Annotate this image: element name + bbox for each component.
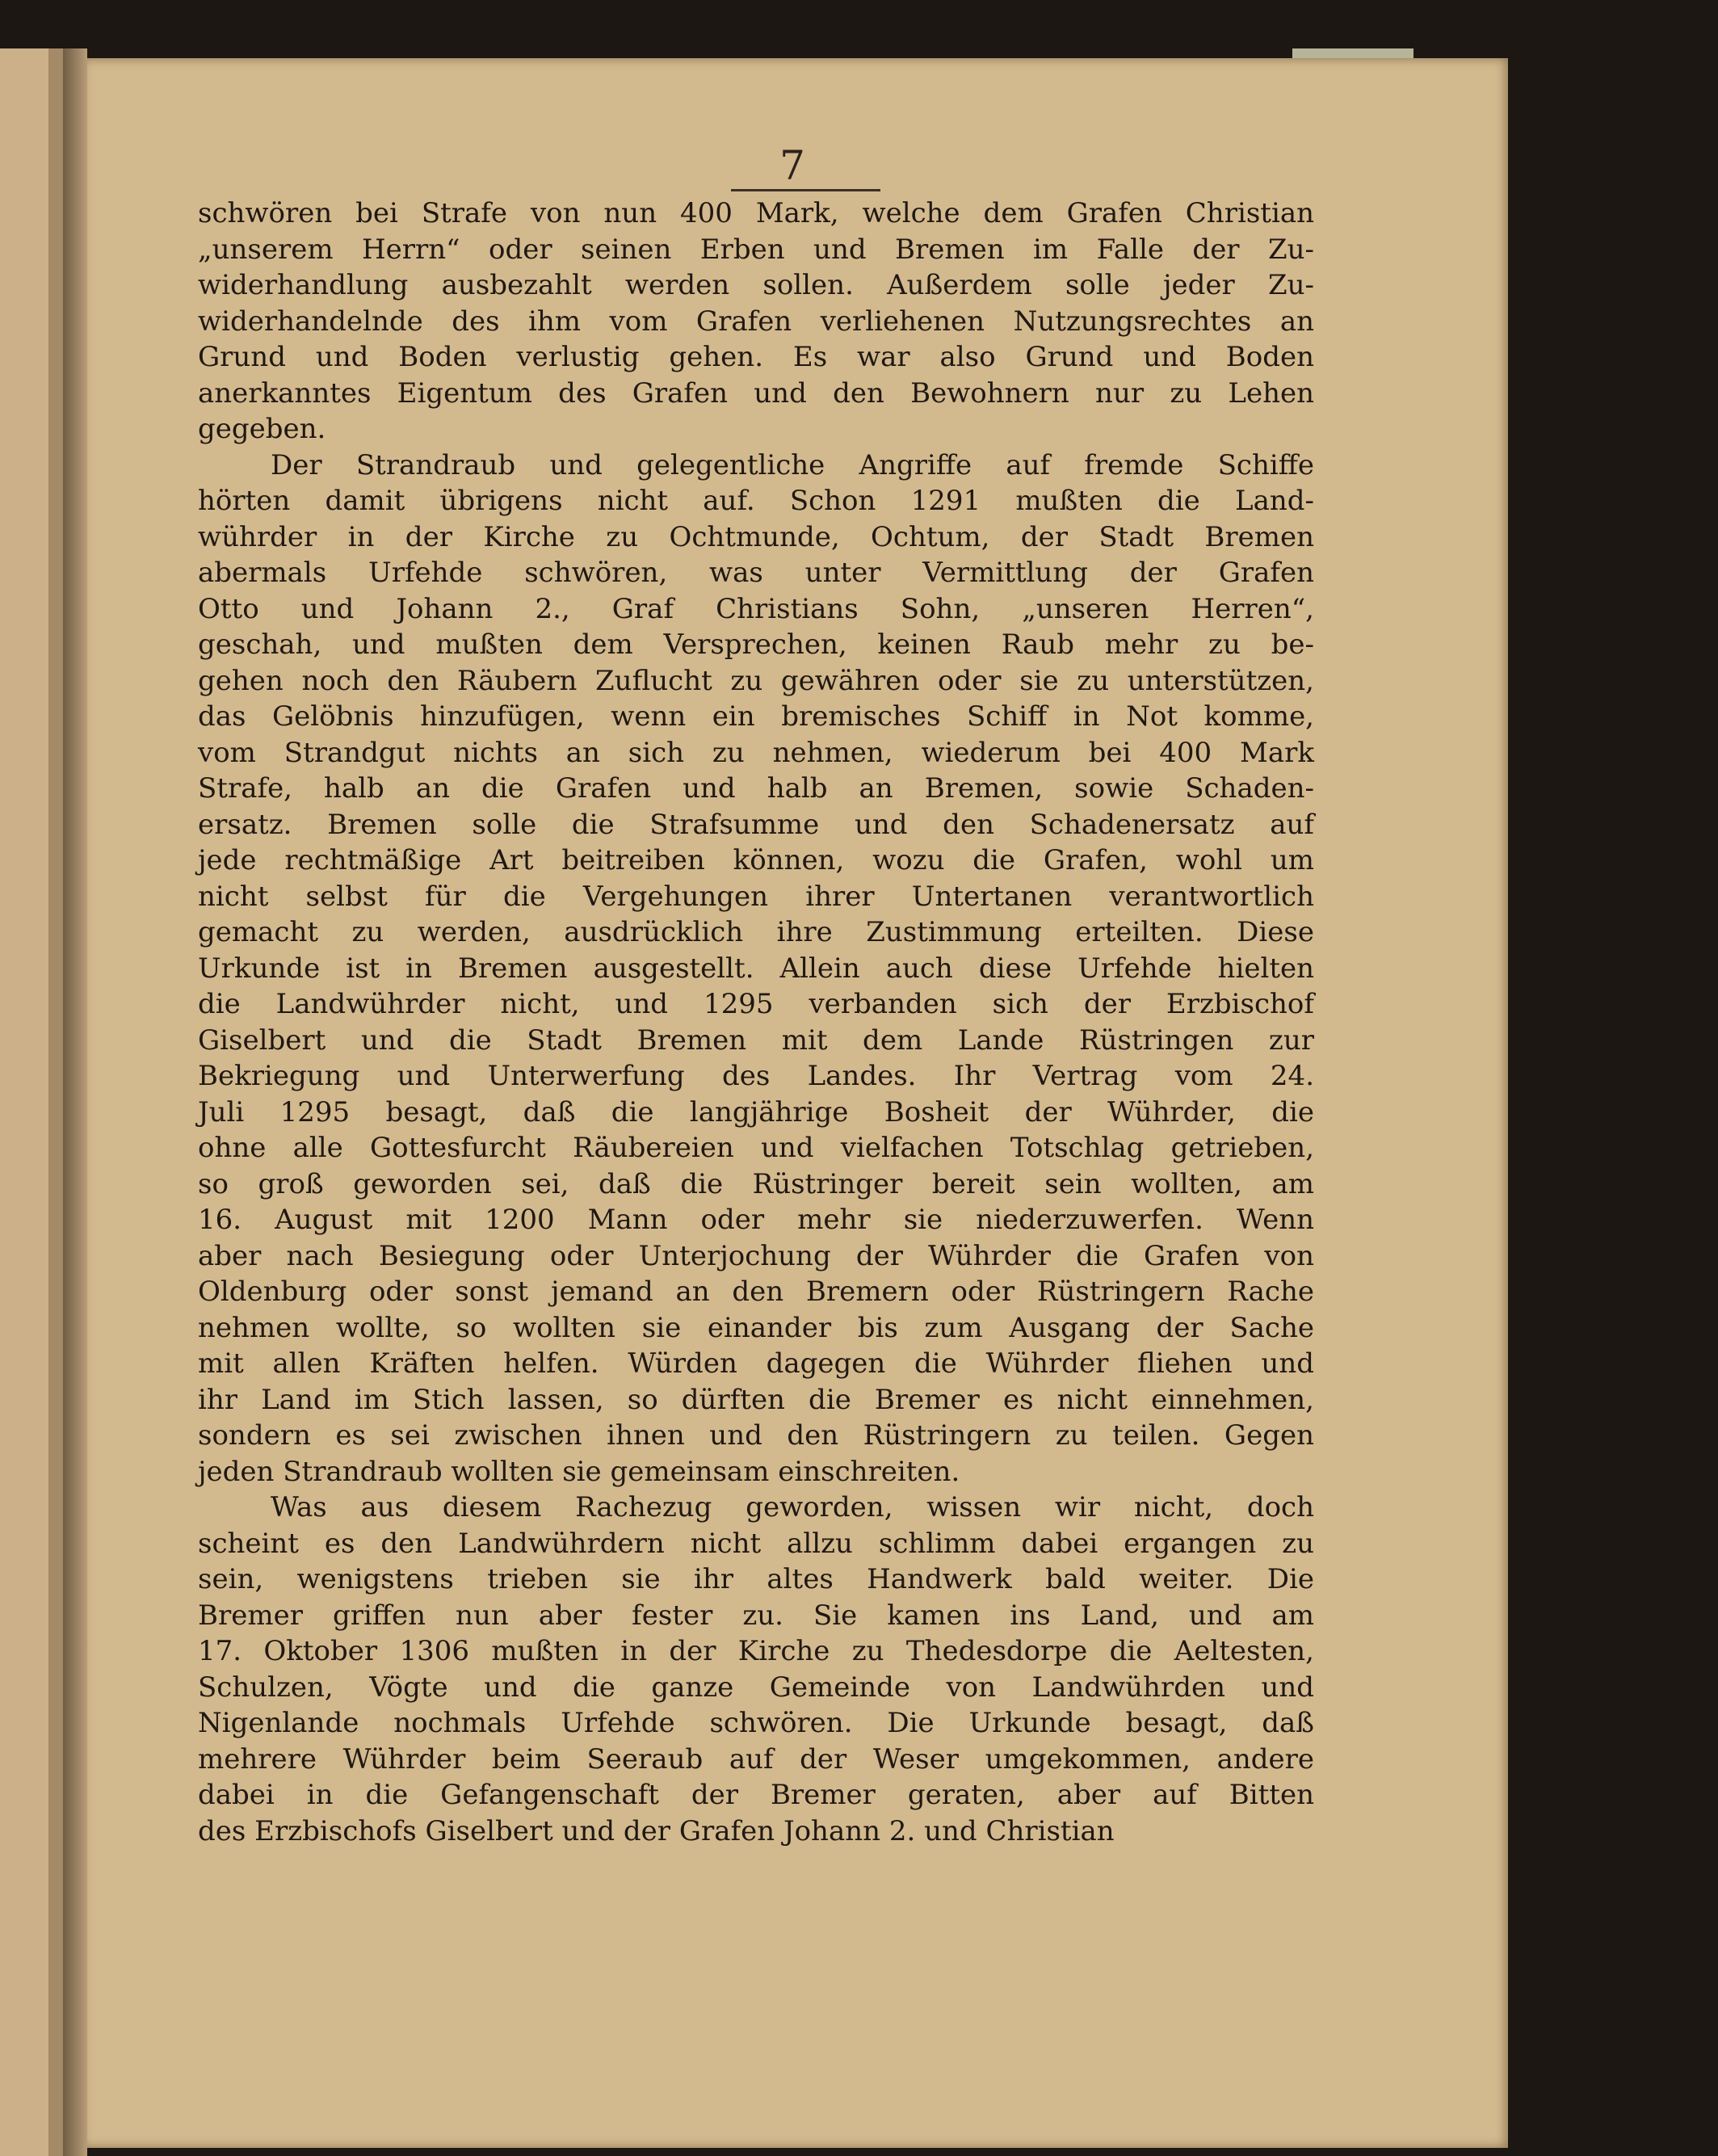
text-line: mehrere Wührder beim Seeraub auf der Weser umgekommen, andere: [198, 1742, 1314, 1776]
text-line: anerkanntes Eigentum des Grafen und den Bewohnern nur zu Lehen: [198, 376, 1314, 410]
text-line: ersatz. Bremen solle die Strafsumme und den Schadenersatz auf: [198, 808, 1314, 841]
text-line: Juli 1295 besagt, daß die langjährige Bosheit der Wührder, die: [198, 1095, 1314, 1128]
text-line: aber nach Besiegung oder Unterjochung der Wührder die Grafen von: [198, 1239, 1314, 1272]
text-line: Strafe, halb an die Grafen und halb an Bremen, sowie Schaden-: [198, 772, 1314, 805]
book-cover-edge: [48, 48, 65, 2156]
text-line: die Landwührder nicht, und 1295 verbanden sich der Erzbischof: [198, 988, 1314, 1020]
page-number-rule: [731, 189, 880, 191]
text-line: ohne alle Gottesfurcht Räubereien und vielfachen Totschlag getrieben,: [198, 1132, 1314, 1164]
text-line: widerhandelnde des ihm vom Grafen verliehenen Nutzungsrechtes an: [198, 305, 1314, 338]
text-line: nicht selbst für die Vergehungen ihrer Untertanen verantwortlich: [198, 880, 1314, 913]
gutter-shadow: [63, 48, 87, 2156]
body-text: [198, 195, 1314, 1849]
text-line: Was aus diesem Rachezug geworden, wissen wir nicht, doch: [271, 1491, 1314, 1523]
text-line: 16. August mit 1200 Mann oder mehr sie niederzuwerfen. Wenn: [198, 1204, 1314, 1236]
text-line: das Gelöbnis hinzufügen, wenn ein bremisches Schiff in Not komme,: [198, 700, 1314, 733]
text-line: gehen noch den Räubern Zuflucht zu gewähren oder sie zu unterstützen,: [198, 664, 1314, 697]
text-line: Grund und Boden verlustig gehen. Es war also Grund und Boden: [198, 341, 1314, 373]
text-line: geschah, und mußten dem Versprechen, keinen Raub mehr zu be-: [198, 628, 1314, 661]
text-line: gegeben.: [198, 413, 326, 445]
text-line: jede rechtmäßige Art beitreiben können, wozu die Grafen, wohl um: [198, 844, 1314, 876]
text-line: dabei in die Gefangenschaft der Bremer geraten, aber auf Bitten: [198, 1779, 1314, 1811]
text-line: sein, wenigstens trieben sie ihr altes Handwerk bald weiter. Die: [198, 1563, 1314, 1595]
text-line: Bekriegung und Unterwerfung des Landes. Ihr Vertrag vom 24.: [198, 1060, 1314, 1092]
text-line: vom Strandgut nichts an sich zu nehmen, wiederum bei 400 Mark: [198, 736, 1314, 769]
page-number: 7: [779, 142, 805, 189]
text-line: jeden Strandraub wollten sie gemeinsam einschreiten.: [198, 1455, 960, 1488]
text-line: so groß geworden sei, daß die Rüstringer bereit sein wollten, am: [198, 1167, 1314, 1200]
text-line: abermals Urfehde schwören, was unter Vermittlung der Grafen: [198, 557, 1314, 589]
text-line: ihr Land im Stich lassen, so dürften die Bremer es nicht einnehmen,: [198, 1383, 1314, 1416]
text-line: Nigenlande nochmals Urfehde schwören. Die Urkunde besagt, daß: [198, 1707, 1314, 1739]
text-line: Oldenburg oder sonst jemand an den Bremern oder Rüstringern Rache: [198, 1276, 1314, 1308]
text-line: widerhandlung ausbezahlt werden sollen. Außerdem solle jeder Zu-: [198, 269, 1314, 301]
text-line: wührder in der Kirche zu Ochtmunde, Ochtum, der Stadt Bremen: [198, 520, 1314, 553]
text-line: Der Strandraub und gelegentliche Angriffe auf fremde Schiffe: [271, 448, 1314, 481]
text-line: sondern es sei zwischen ihnen und den Rüstringern zu teilen. Gegen: [198, 1419, 1314, 1452]
text-line: Schulzen, Vögte und die ganze Gemeinde von Landwührden und: [198, 1671, 1314, 1704]
text-line: „unserem Herrn“ oder seinen Erben und Bremen im Falle der Zu-: [198, 233, 1314, 266]
text-line: scheint es den Landwührdern nicht allzu schlimm dabei ergangen zu: [198, 1527, 1314, 1560]
text-line: Bremer griffen nun aber fester zu. Sie kamen ins Land, und am: [198, 1599, 1314, 1632]
text-line: mit allen Kräften helfen. Würden dagegen die Wührder fliehen und: [198, 1347, 1314, 1380]
text-line: Urkunde ist in Bremen ausgestellt. Allein auch diese Urfehde hielten: [198, 952, 1314, 985]
text-line: schwören bei Strafe von nun 400 Mark, welche dem Grafen Christian: [198, 197, 1314, 229]
text-line: des Erzbischofs Giselbert und der Grafen Johann 2. und Christian: [198, 1814, 1115, 1847]
text-line: gemacht zu werden, ausdrücklich ihre Zustimmung erteilten. Diese: [198, 916, 1314, 948]
text-line: 17. Oktober 1306 mußten in der Kirche zu Thedesdorpe die Aeltesten,: [198, 1635, 1314, 1667]
text-line: Otto und Johann 2., Graf Christians Sohn, „unseren Herren“,: [198, 592, 1314, 625]
text-line: hörten damit übrigens nicht auf. Schon 1291 mußten die Land-: [198, 485, 1314, 517]
text-line: nehmen wollte, so wollten sie einander bis zum Ausgang der Sache: [198, 1311, 1314, 1344]
text-line: Giselbert und die Stadt Bremen mit dem Lande Rüstringen zur: [198, 1023, 1314, 1057]
